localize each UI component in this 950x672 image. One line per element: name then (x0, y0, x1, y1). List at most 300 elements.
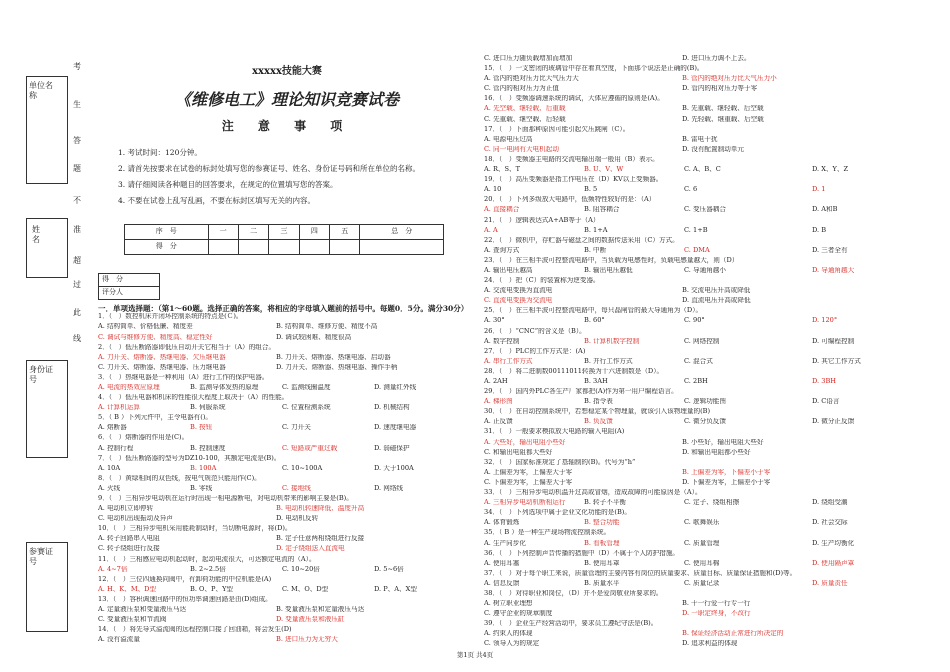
option: A. 信息反馈 (484, 579, 520, 587)
question-stem: 16．（ ）变频器调速系统的调试，大体应遵循的原则是(A)。 (484, 95, 664, 103)
correct-option: D. 120° (812, 317, 838, 325)
option: D. 微分正反馈 (812, 418, 855, 426)
option: C. 微分负反馈 (684, 418, 726, 426)
question-stem: 15．（ ）一支密闭的玻璃管中存在着真空度，下面那个说法是正确的(B)。 (484, 65, 704, 73)
correct-option: B. U、V、W (584, 166, 624, 174)
correct-option: B. 保证经济活动正常进行所决定的 (682, 630, 784, 638)
instruction-item: 4. 不要在试卷上乱写乱画，不要在标封区填写无关的内容。 (118, 195, 316, 205)
option: C. 领导人为的规定 (484, 640, 540, 648)
answer-options (484, 540, 934, 550)
question-stem: 35．（ B ）是一种生产现场物流控制系统。 (484, 529, 611, 537)
option: A. 体育锻炼 (484, 519, 520, 527)
correct-option: A. A (484, 226, 498, 234)
option: D. 下偏差为零，上偏差小于零 (682, 478, 771, 486)
seal-warning-char: 此 (73, 308, 81, 317)
option: C. 6 (684, 186, 698, 194)
option: B. 指令表 (584, 398, 613, 406)
correct-option: C. 同一电网有大电机起动 (484, 145, 559, 153)
correct-option: A. 刀开关、熔断器、热继电器、欠压继电器 (98, 353, 226, 361)
score-header-cell: 五 (330, 224, 360, 239)
answer-options (484, 519, 934, 529)
question-stem: 25．（ ）在三相半波可控整流电路中，每只晶闸管的最大导通角为（D）。 (484, 307, 703, 315)
option: D. 绕组受潮 (812, 499, 848, 507)
answer-options (484, 136, 934, 146)
option: B. 60° (584, 317, 605, 325)
question-stem: 18．（ ）变频器主电路的交流电输出端一般用（B）表示。 (484, 155, 659, 163)
score-row-label: 得 分 (125, 239, 209, 254)
option: D. 社会交际 (812, 519, 848, 527)
answer-options (484, 449, 934, 459)
answer-options (98, 515, 476, 525)
correct-option: C. 调试与维修方便、精度高、稳定性好 (98, 333, 213, 341)
option: D. 进口压力调不上去。 (682, 55, 751, 62)
notice-heading: 注 意 事 项 (221, 119, 353, 134)
option: A. 查询方式 (484, 246, 520, 254)
correct-option: D. 1 (812, 186, 826, 194)
option: B. 定子任意两相绕组进行反接 (276, 535, 365, 543)
option: B. 2~2.5倍 (190, 565, 226, 573)
correct-option: B. 整合功能 (584, 519, 620, 527)
option: A. 数字控制 (484, 337, 520, 345)
answer-options (484, 499, 934, 509)
answer-options (484, 378, 934, 388)
option: C. 定子、绕组相擦 (684, 499, 740, 507)
option: A. 没有溢流量 (98, 636, 140, 644)
option: A. 10A (98, 464, 121, 472)
score-header-cell: 序 号 (125, 224, 209, 239)
answer-options (484, 479, 934, 489)
correct-option: A. 先空载、继轻载、后重载 (484, 105, 566, 113)
option: A. 交流电变换为直流电 (484, 287, 553, 295)
option: D. 刀开关、熔断器、热继电器、操作手柄 (276, 363, 398, 371)
answer-options (484, 560, 934, 570)
answer-options (484, 105, 934, 115)
option: D. B (812, 226, 827, 234)
answer-options (484, 116, 934, 126)
answer-options (484, 338, 934, 348)
correct-option: A. 三相异步电动机断相运行 (484, 499, 566, 507)
option: C. 10~20倍 (282, 565, 320, 573)
seal-warning-char: 超 (73, 256, 81, 265)
question-list-left (98, 313, 476, 646)
instruction-item: 3. 请仔细阅读各种题目的回答要求，在规定的位置填写您的答案。 (118, 179, 338, 189)
answer-options (484, 580, 934, 590)
question-stem: 9．（ ）三相异步电动机在运行时出现一相电源断电，对电动机带来的影响主要是(B)。 (98, 495, 353, 503)
score-header-cell: 总 分 (360, 224, 444, 239)
option: D. P、A、X型 (374, 585, 417, 593)
correct-option: B. 进口压力为无穷大 (276, 636, 338, 644)
score-header-cell: 一 (208, 224, 238, 239)
option: B. 伺服系统 (190, 404, 226, 412)
option: D. X、Y、Z (812, 166, 849, 174)
option: C. 位置检测系统 (282, 404, 331, 412)
answer-options (98, 445, 476, 455)
answer-options (98, 616, 476, 626)
option: B. 使用耳罩 (584, 559, 620, 567)
option: B. 变量液压泵和定量液压马达 (276, 606, 365, 614)
grader-score-label: 得 分 (99, 273, 160, 286)
question-stem: 2．（ ）低压断路器即低压自动开关它相当于（A）的组合。 (98, 343, 276, 351)
score-table-row (125, 239, 444, 254)
answer-options (484, 85, 934, 95)
unit-name-box[interactable] (26, 76, 68, 184)
correct-option: D. 使用隔声罩 (812, 559, 855, 567)
answer-options (484, 297, 934, 307)
question-stem: 37．（ ）对于每个职工来说，质量管理的主要内容有岗位的质量要求、质量目标、质量保证措施和(D)等。 (484, 569, 797, 577)
organization-title: xxxxx技能大赛 (252, 66, 322, 77)
correct-option: B. 负反馈 (584, 418, 613, 426)
answer-options (484, 469, 934, 479)
score-header-cell: 二 (238, 224, 268, 239)
correct-option: D. 一职定终身，不改行 (682, 610, 751, 618)
answer-options (484, 439, 934, 449)
correct-option: C. 直流电变换为交流电 (484, 297, 553, 305)
option: C. 质量记录 (684, 579, 720, 587)
option: D. 三者全有 (812, 246, 848, 254)
question-stem: 8．（ ）黄绿相间的双色线，按电气规范只能用作(C)。 (98, 474, 261, 482)
option: B. 转子不平衡 (584, 499, 627, 507)
left-column (98, 62, 476, 646)
answer-options (98, 606, 476, 616)
option: C. 和输出电阻都大些好 (484, 448, 553, 456)
score-cell[interactable] (269, 239, 299, 254)
correct-option: A. 大些好，输出电阻小些好 (484, 438, 566, 446)
question-stem: 12．（ ）三位四通换向阀中，有卸荷功能的中位机能是(A) (98, 575, 272, 583)
question-stem: 20．（ ）下列多级放大电路中，低频特性较好的是：（A） (484, 196, 656, 204)
answer-options (484, 247, 934, 257)
option: D. 可编程控制 (812, 337, 855, 345)
option: D. 机械结构 (374, 404, 410, 412)
option: C. 2BH (684, 378, 708, 385)
answer-options (98, 636, 476, 646)
option: B. 控制速度 (190, 444, 226, 452)
option: D. 测量红外线 (374, 383, 417, 391)
answer-options (98, 465, 476, 475)
score-cell[interactable] (238, 239, 268, 254)
question-stem: 17．（ ）下面那种原因可能引起欠压跳闸（C）。 (484, 125, 630, 133)
option: C. 使用耳棉 (684, 559, 720, 567)
option: A. 正反馈 (484, 418, 513, 426)
seal-warning-char: 不 (73, 196, 81, 205)
grader-label: 评分人 (99, 286, 160, 299)
seal-warning-char: 考 (73, 62, 81, 71)
option: D. 直流电压升高或降低 (682, 297, 751, 305)
option: B. 质量水平 (584, 579, 620, 587)
question-stem: 31．（ ）一般要求模拟放大电路的输入电阻(A) (484, 428, 625, 436)
option: D. 电动机反转 (276, 515, 319, 523)
option: B. 干一行爱一行专一行 (682, 600, 751, 608)
seal-warning-char: 生 (73, 100, 81, 109)
answer-options (484, 630, 934, 640)
option: A. R、S、T (484, 166, 521, 174)
instructions (118, 148, 476, 212)
answer-options (98, 586, 476, 596)
id-number-label: 身份证号 (29, 365, 53, 384)
answer-options (484, 186, 934, 196)
right-column (484, 55, 934, 651)
option: A. 10 (484, 186, 502, 194)
option: D. 大于100A (374, 464, 414, 472)
answer-options (98, 354, 476, 364)
option: B. 中断 (584, 246, 607, 254)
option: A. 树立职业理想 (484, 600, 533, 608)
question-stem: 14．（ ）将先导式溢流阀的远程控制口接了回油箱，将会发生(D) (98, 626, 292, 634)
correct-option: B. 计算机数字控制 (584, 337, 640, 345)
option: A. 定量液压泵和变量液压马达 (98, 606, 187, 614)
option: C. 质量管理 (684, 539, 720, 547)
answer-options (484, 75, 934, 85)
answer-options (484, 610, 934, 620)
correct-option: B. 看板管理 (584, 539, 620, 547)
option: D. 先轻载、继重载、后空载 (682, 115, 764, 123)
option: C. 混合式 (684, 357, 713, 365)
question-stem: 27．（ ）PLC的工作方式是：(A) (484, 347, 586, 355)
option: C. A、B、C (684, 166, 721, 174)
option: A. 约束人的体现 (484, 630, 533, 638)
correct-option: B. 管内的绝对压力比大气压力小 (682, 75, 777, 83)
answer-options (484, 146, 934, 156)
question-stem: 26．（ ）“CNC”的含义是（B）。 (484, 327, 586, 335)
option: D. 生产均衡化 (812, 539, 855, 547)
question-stem: 36．（ ）下列控制声音传播的措施中（D）不属于个人防护措施。 (484, 549, 680, 557)
correct-option: A. 4~7倍 (98, 565, 128, 573)
option: D. 速度继电器 (374, 424, 417, 432)
option: D. 管内的相对压力等于零 (682, 85, 758, 93)
option: C. 先重载、继空载、后轻载 (484, 115, 566, 123)
option: A. 电动机立即停转 (98, 505, 154, 513)
option: A. 上偏差为零，上偏差大于零 (484, 468, 573, 476)
option: B. 3AH (584, 378, 608, 385)
correct-option: D. 变量液压泵和液压缸 (276, 616, 345, 624)
option: B. 1+A (584, 226, 608, 234)
seal-margin (0, 0, 95, 672)
question-stem: 24．（ ）把（C）的装置称为逆变器。 (484, 277, 600, 285)
question-stem: 5．（ B ）下列元件中，主令电器有()。 (98, 414, 212, 422)
option: D. 网络线 (374, 484, 404, 492)
option: D. A和B (812, 206, 838, 214)
option: C. 变压器耦合 (684, 206, 726, 214)
section-title: 一．单项选择题：（第1～60题。选择正确的答案，将相应的字母填入题前的括号中。每题0．5分。满分30分） (98, 303, 469, 313)
option: B. 5 (584, 186, 598, 194)
question-stem: 7．（ ）低压断路器的型号为DZ10-100，其额定电流是(B)。 (98, 454, 281, 462)
option: B. 先重载、继轻载、后空载 (682, 105, 764, 113)
answer-options (484, 398, 934, 408)
option: B. 结构简单、维修方便、精度不高 (276, 323, 378, 331)
option: C. 导通角越小 (684, 266, 726, 274)
correct-option: C. 接地线 (282, 484, 311, 492)
option: D. 其它工作方式 (812, 357, 861, 365)
seal-warning-char: 答 (73, 136, 81, 145)
contestant-number-label: 参赛证号 (29, 547, 53, 566)
grader-table (98, 273, 160, 300)
option: C. 1+B (684, 226, 708, 234)
option: A. 控制行程 (98, 444, 134, 452)
answer-options (98, 566, 476, 576)
answer-options (484, 640, 934, 650)
option: C. 歌舞娱乐 (684, 519, 720, 527)
question-stem: 21．（ ）逻辑表达式A+AB等于（A） (484, 216, 600, 224)
correct-option: A. 电流的热效应原理 (98, 383, 160, 391)
question-stem: 38．（ ）对待职业和岗位，（D）并不是爱岗敬业所要求的。 (484, 589, 663, 597)
question-stem: 13．（ ）容积调速回路中的恒功率调速回路是由(D)组成。 (98, 595, 272, 603)
question-stem: 30．（ ）在自动控制系统中，若想稳定某个物理量，就该引入该物理量的(B) (484, 408, 711, 416)
correct-option: A. 计算机运算 (98, 404, 140, 412)
option: B. 小些好，输出电阻大些好 (682, 438, 764, 446)
option: C. 10~100A (282, 464, 323, 472)
option: D. 5~6倍 (374, 565, 404, 573)
correct-option: C. DMA (684, 246, 710, 254)
answer-options (98, 505, 476, 515)
instruction-item: 2. 请首先按要求在试卷的标封处填写您的参赛证号、姓名、身份证号码和所在单位的名称。 (118, 163, 421, 173)
option: C. 遵守企业的规章制度 (484, 610, 553, 618)
option: D. 追求利益的体现 (682, 640, 738, 648)
question-stem: 1．（ ）数控机床并闭环控制系统的特点是(Ｃ)。 (98, 313, 243, 321)
correct-option: B. 电动机转速降低、温度升高 (276, 505, 365, 513)
answer-options (98, 384, 476, 394)
answer-options (484, 206, 934, 216)
answer-options (98, 364, 476, 374)
correct-option: A. 串行工作方式 (484, 357, 533, 365)
question-stem: 33．（ ）三相异步电动机温升过高或冒烟，造成故障的可能原因是（A）。 (484, 489, 702, 497)
answer-options (98, 323, 476, 333)
option: A. 30° (484, 317, 505, 325)
option: D. 没有配置制动单元 (682, 145, 744, 153)
correct-option: A. 梯形图 (484, 398, 513, 406)
answer-options (484, 358, 934, 368)
option: A. 火线 (98, 484, 121, 492)
option: B. 监测导体发热的原理 (190, 383, 259, 391)
name-label: 姓名 (32, 225, 40, 244)
option: B. 刀开关、熔断器、热继电器、启动器 (276, 353, 391, 361)
option: D. C语言 (812, 398, 840, 406)
option: B. 雷电干扰 (682, 135, 718, 143)
answer-options (98, 404, 476, 414)
seal-warning-char: 准 (73, 225, 81, 234)
option: B. O、P、Y型 (190, 585, 234, 593)
answer-options (98, 545, 476, 555)
question-stem: 11．（ ）三相感应电动机起动时，起动电流很大，可达额定电流的（A）。 (98, 555, 316, 563)
option: C. 下偏差为零，上偏差大于零 (484, 478, 573, 486)
score-cell[interactable] (360, 239, 444, 254)
question-stem: 28．（ ）将二进制数00111011转换为十六进制数是（D）。 (484, 367, 664, 375)
score-header-cell: 三 (269, 224, 299, 239)
option: C. 转子绕组进行反接 (98, 545, 160, 553)
option: A. 结构简单、价格低廉、精度差 (98, 323, 193, 331)
seal-warning-char: 题 (73, 164, 81, 173)
option: C. 变量液压泵和节流阀 (98, 616, 167, 624)
exam-title: 《维修电工》理论知识竞赛试卷 (174, 90, 399, 109)
correct-option: C. 短路或严重过载 (282, 444, 338, 452)
option: A. 2AH (484, 378, 508, 385)
option: C. M、O、D型 (282, 585, 329, 593)
question-stem: 19．（ ）高压变频器是指工作电压在（D）KV以上变频器。 (484, 176, 663, 184)
correct-option: B. 上偏差为零，下偏差小于零 (682, 468, 771, 476)
option: A. 输出电压越高 (484, 266, 533, 274)
score-cell[interactable] (299, 239, 329, 254)
option: B. 零线 (190, 484, 213, 492)
correct-option: A. 直接耦合 (484, 206, 520, 214)
question-stem: 4．（ ）低压电器和机床的性能很大程度上取决于（A）的性能。 (98, 394, 289, 402)
instruction-item: 1. 考试时间：120分钟。 (118, 147, 202, 157)
option: D. 弱磁保护 (374, 444, 410, 452)
unit-name-label: 单位名称 (29, 81, 53, 100)
option: C. 刀开关、熔断器、热继电器、压力继电器 (98, 363, 226, 371)
option: B. 并行工作方式 (584, 357, 633, 365)
name-box[interactable] (26, 218, 68, 278)
question-stem: 29．（ ）国内外PLC各生产厂家都把(A)作为第一用户编程语言。 (484, 388, 678, 396)
option: A. 电源电压过高 (484, 135, 533, 143)
score-header-cell: 四 (299, 224, 329, 239)
score-cell[interactable] (208, 239, 238, 254)
seal-warning-char: 线 (73, 334, 81, 343)
answer-options (484, 55, 934, 65)
score-cell[interactable] (330, 239, 360, 254)
question-list-right (484, 55, 934, 651)
option: C. 刀开关 (282, 424, 311, 432)
answer-options (98, 334, 476, 344)
answer-options (484, 227, 934, 237)
option: A. 管内的绝对压力比大气压力大 (484, 75, 579, 83)
correct-option: D. 质量责任 (812, 579, 848, 587)
option: B. 输出电压越低 (584, 266, 633, 274)
page-footer: 第1页 共4页 (456, 651, 494, 659)
option: C. 管内的相对压力为正值 (484, 85, 559, 93)
option: C. 监测线圈温度 (282, 383, 331, 391)
question-stem: 22．（ ）微机中，存贮器与磁盘之间的数据传送采用（C）方式。 (484, 236, 679, 244)
option: A. 使用耳塞 (484, 559, 520, 567)
question-stem: 34．（ ）下列选项中属于企业文化功能的是(B)。 (484, 509, 631, 517)
score-table (124, 224, 444, 255)
answer-options (484, 166, 934, 176)
answer-options (484, 267, 934, 277)
question-stem: 32．（ ）国家标准规定了基轴制的(B)。代号为“h” (484, 458, 636, 466)
correct-option: D. 导通角越大 (812, 266, 855, 274)
correct-option: B. 按钮 (190, 424, 213, 432)
score-table-header (125, 224, 444, 239)
contestant-number-box[interactable] (26, 542, 68, 632)
correct-option: A. H、K、M、D型 (98, 585, 157, 593)
option: C. 进口压力随负载增加而增加 (484, 55, 573, 62)
answer-options (98, 424, 476, 434)
seal-warning-char: 过 (73, 280, 81, 289)
question-stem: 39．（ ）企业生产经营活动中，要求员工遵纪守法是(B)。 (484, 620, 658, 628)
id-number-box[interactable] (26, 360, 68, 458)
question-stem: 3．（ ）热继电器是一种利用（A）进行工作的保护电器。 (98, 373, 269, 381)
option: B. 交流电压升高或降低 (682, 287, 751, 295)
answer-options (484, 418, 934, 428)
option: C. 电动机出现振动及异声 (98, 515, 173, 523)
question-stem: 23．（ ）在三相半波可控整流电路中，当负载为电感性时，负载电感量越大，则（D） (484, 256, 739, 264)
option: A. 转子回路串入电阻 (98, 535, 160, 543)
option: A. 生产同步化 (484, 539, 526, 547)
option: A. 熔断器 (98, 424, 127, 432)
option: D. 调试较困难、精度很高 (276, 333, 352, 341)
option: B. 阻容耦合 (584, 206, 620, 214)
answer-options (98, 535, 476, 545)
answer-options (484, 600, 934, 610)
question-stem: 6．（ ）熔断器的作用是(C)。 (98, 434, 189, 442)
correct-option: D. 3BH (812, 378, 837, 385)
option: D. 和输出电阻都小些好 (682, 448, 751, 456)
answer-options (98, 485, 476, 495)
question-stem: 10．（ ）三相异步电机采用能耗制动时，当切断电源时，将(D)。 (98, 525, 292, 533)
correct-option: B. 100A (190, 464, 217, 472)
option: C. 90° (684, 317, 705, 325)
answer-options (484, 287, 934, 297)
option: C. 逻辑功能图 (684, 398, 726, 406)
option: C. 网络控制 (684, 337, 720, 345)
correct-option: D. 定子绕组送入直流电 (276, 545, 345, 553)
